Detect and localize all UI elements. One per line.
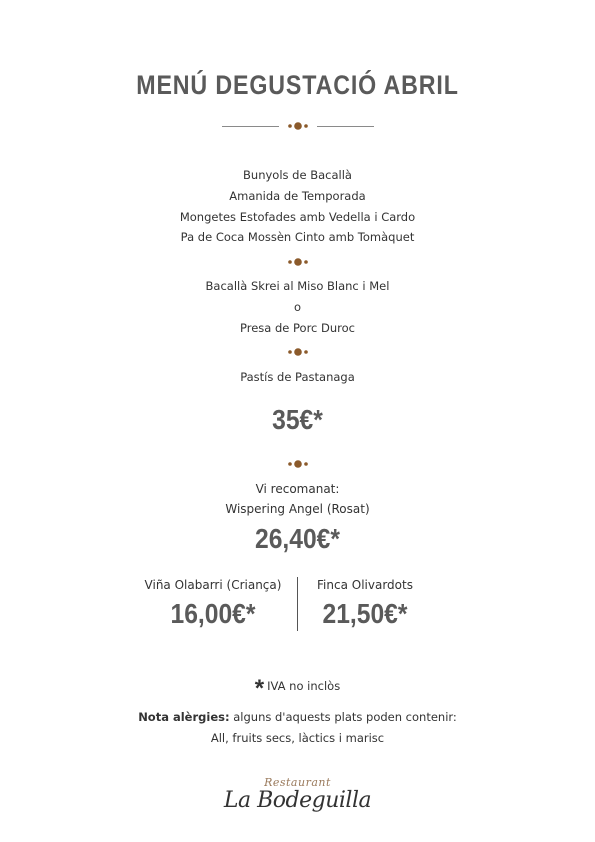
page-title: MENÚ DEGUSTACIÓ ABRIL [136,70,459,100]
logo-restaurant-label: Restaurant [264,776,331,789]
logo-name: La Bodeguilla [223,788,372,813]
allergy-list: All, fruits secs, làctics i marisc [210,731,385,745]
wine-name: Wispering Angel (Rosat) [225,502,370,516]
section-divider [0,458,595,470]
title-divider [0,120,595,132]
wine-option-right [298,577,432,593]
wine-option-price: 21,50€* [322,598,408,629]
dish-item: Pa de Coca Mossèn Cinto amb Tomàquet [180,230,415,244]
dish-separator: o [293,300,302,314]
allergy-note [0,709,595,725]
vat-note-text: IVA no inclòs [267,679,341,693]
wine-price: 26,40€* [255,523,340,554]
ornament-icon [287,121,309,131]
allergy-label: Nota alèrgies: [138,710,230,724]
allergy-text: alguns d'aquests plats poden contenir: [233,710,457,724]
wine-option-name: Viña Olabarri (Criança) [144,578,282,592]
section-divider [0,346,595,358]
ornament-icon [287,257,309,267]
divider-line-left [222,126,279,127]
divider-line-right [317,126,374,127]
asterisk-symbol: * [254,675,265,702]
dish-item: Pastís de Pastanaga [240,370,355,384]
dish-item: Amanida de Temporada [229,189,366,203]
menu-price: 35€* [272,404,323,435]
ornament-icon [287,459,309,469]
dish-item: Mongetes Estofades amb Vedella i Cardo [179,210,416,224]
section-divider [0,256,595,268]
dish-item: Bacallà Skrei al Miso Blanc i Mel [205,279,390,293]
wine-option-left [128,577,298,593]
ornament-icon [287,347,309,357]
wine-option-name: Finca Olivardots [317,578,413,592]
dish-item: Bunyols de Bacallà [243,168,352,182]
wine-label: Vi recomanat: [255,482,340,496]
wine-option-price: 16,00€* [170,598,256,629]
vat-note [0,675,595,702]
dish-item: Presa de Porc Duroc [240,321,355,335]
